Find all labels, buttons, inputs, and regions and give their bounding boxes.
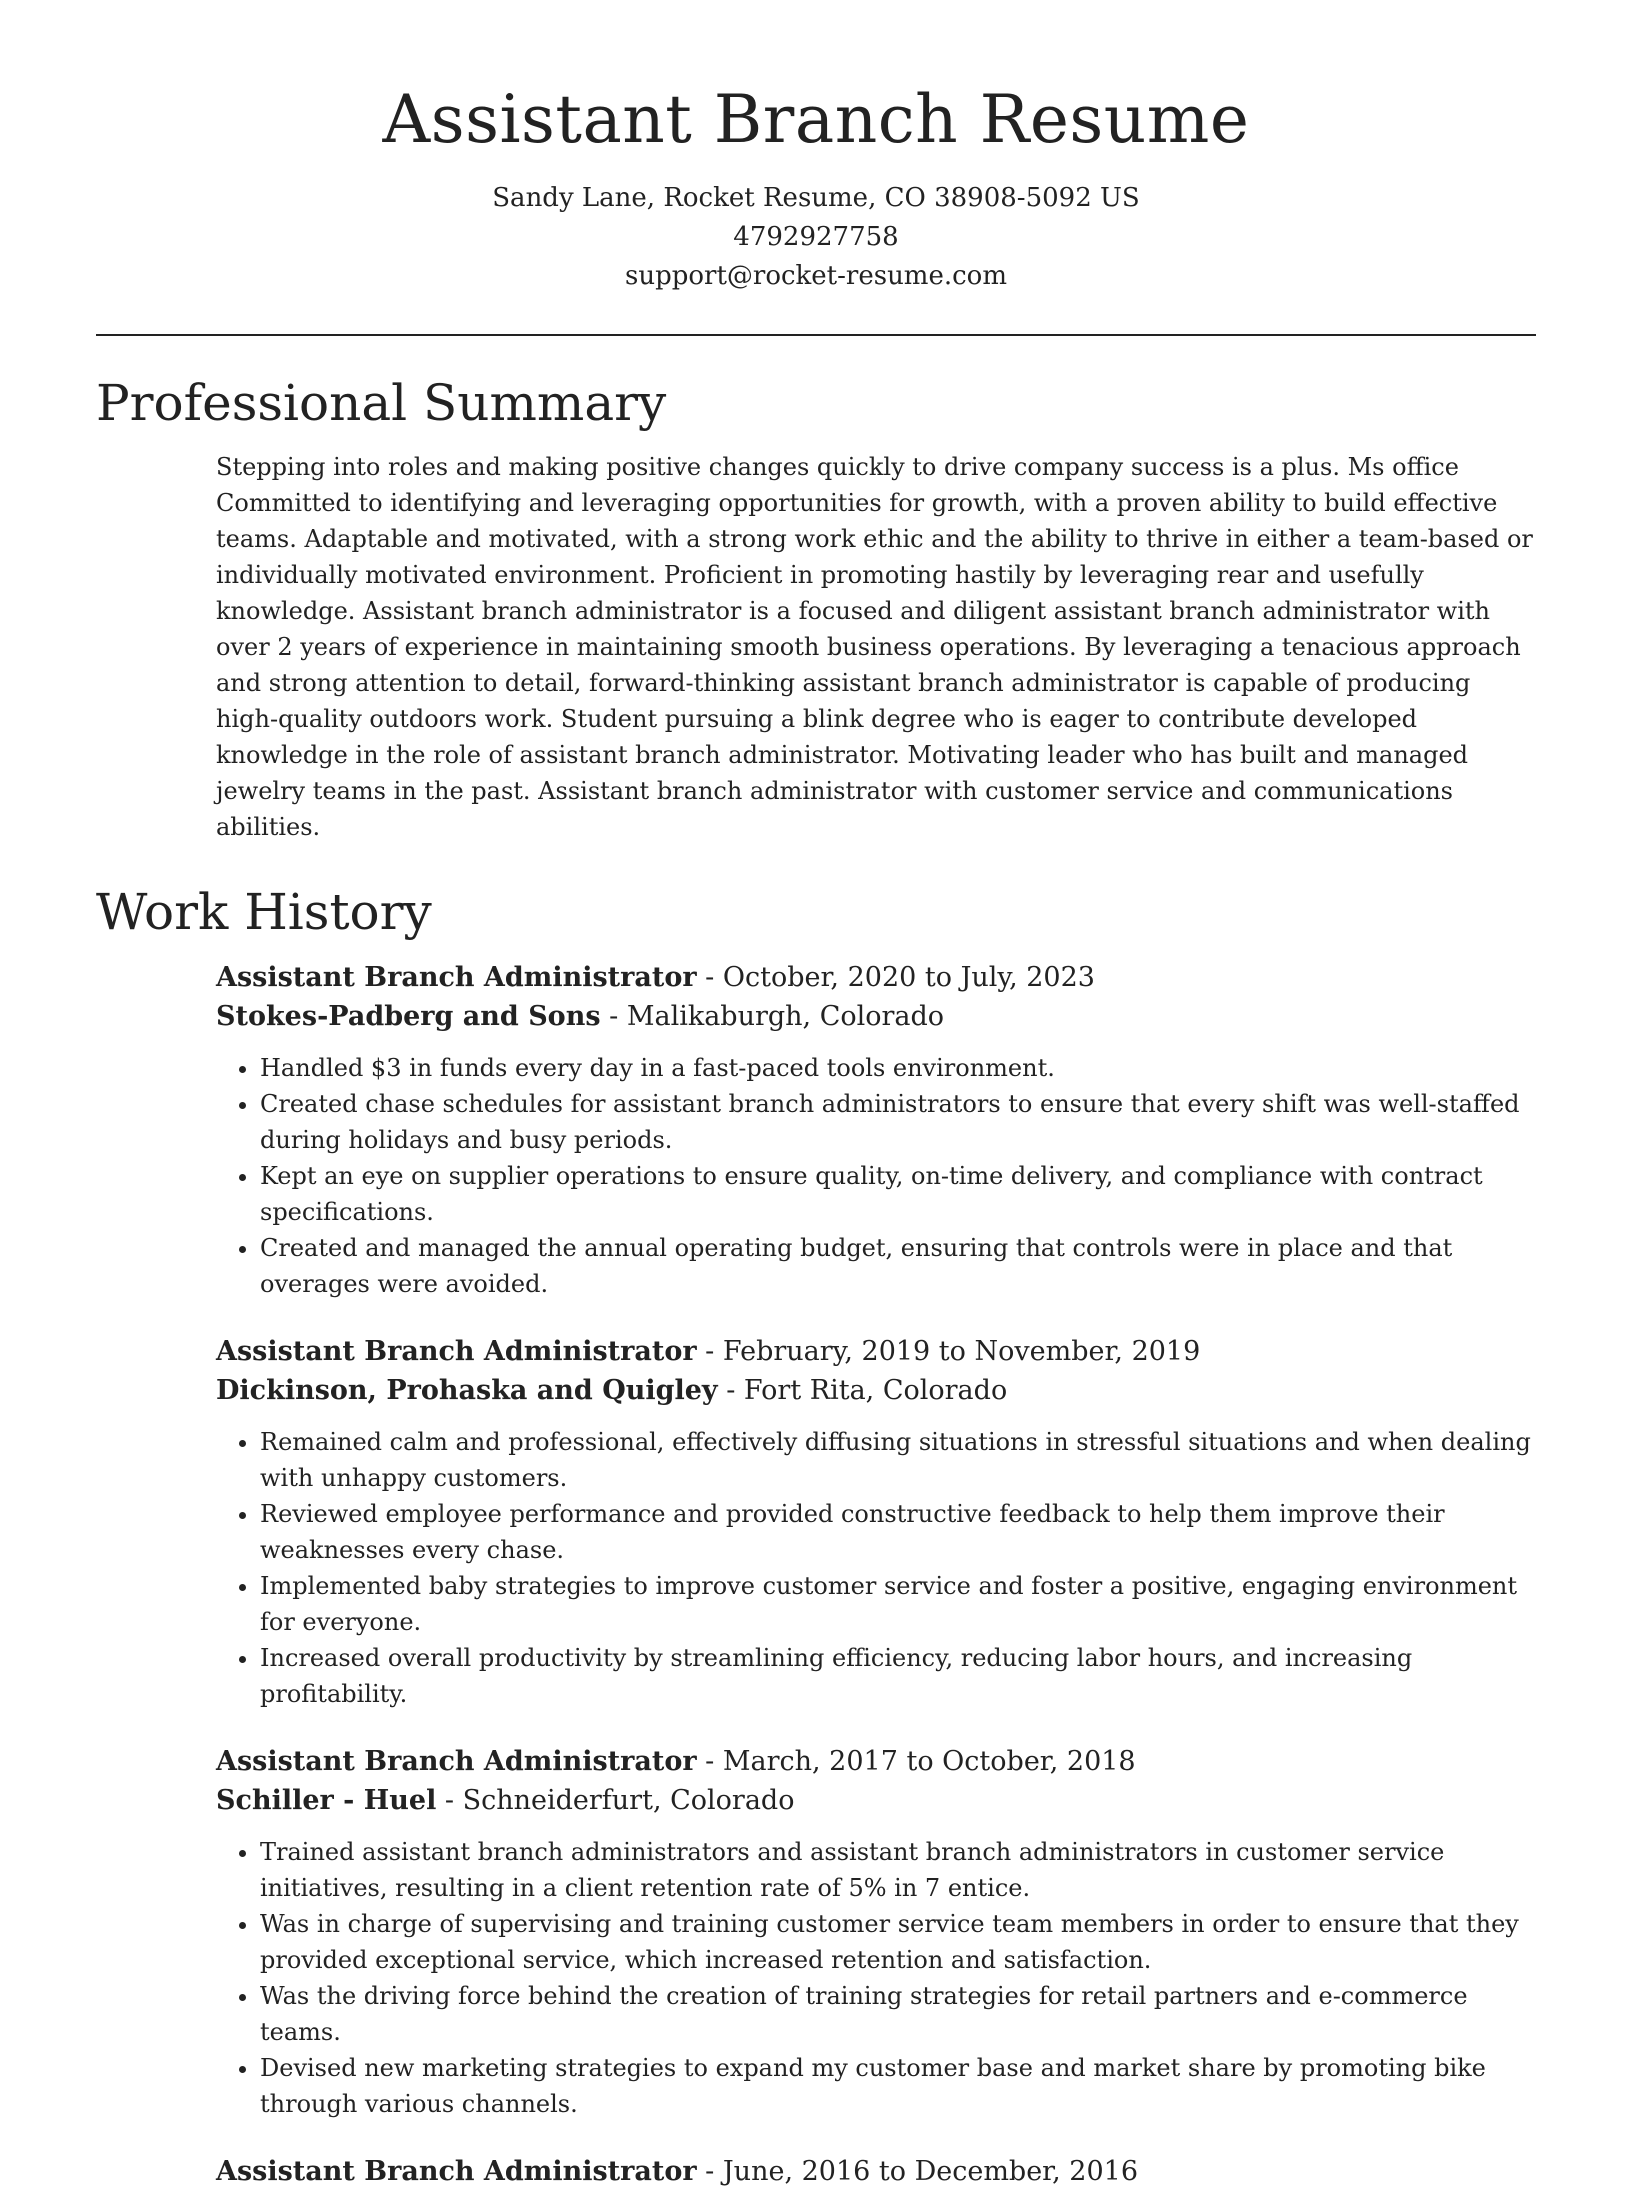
job-bullets bbox=[216, 1050, 1536, 1302]
job-dates: June, 2016 to December, 2016 bbox=[722, 2155, 1138, 2187]
summary-section bbox=[216, 449, 1536, 845]
job-role: Assistant Branch Administrator bbox=[216, 1745, 697, 1777]
job-separator: - bbox=[696, 1745, 723, 1777]
job-location: Fort Rita, Colorado bbox=[743, 1374, 1008, 1406]
job-separator: - bbox=[717, 1374, 744, 1406]
job-bullets bbox=[216, 1424, 1536, 1712]
job-role: Assistant Branch Administrator bbox=[216, 2155, 697, 2187]
job-separator: - bbox=[436, 1784, 463, 1816]
job-company: Dickinson, Prohaska and Quigley bbox=[216, 1374, 718, 1406]
job-dates: March, 2017 to October, 2018 bbox=[722, 1745, 1136, 1777]
job-company-line bbox=[216, 1371, 1536, 1410]
job-dates: February, 2019 to November, 2019 bbox=[722, 1335, 1201, 1367]
job-role: Assistant Branch Administrator bbox=[216, 961, 697, 993]
job-separator: - bbox=[600, 1000, 627, 1032]
job-bullet: • Created and managed the annual operating budget, ensuring that controls were in place and that overages were avoided. bbox=[260, 1230, 1536, 1302]
job-bullet: • Handled $3 in funds every day in a fast-paced tools environment. bbox=[260, 1050, 1536, 1086]
job-company: Schiller - Huel bbox=[216, 1784, 437, 1816]
header-divider bbox=[96, 334, 1536, 336]
job-bullet: • Kept an eye on supplier operations to ensure quality, on-time delivery, and compliance with contract specifications. bbox=[260, 1158, 1536, 1230]
job-bullet: • Increased overall productivity by streamlining efficiency, reducing labor hours, and increasing profitability. bbox=[260, 1640, 1536, 1712]
contact-email: support@rocket-resume.com bbox=[624, 260, 1007, 291]
job-bullet: • Reviewed employee performance and provided constructive feedback to help them improve their weaknesses every chase. bbox=[260, 1496, 1536, 1568]
job-bullet: • Was the driving force behind the creation of training strategies for retail partners and e-commerce teams. bbox=[260, 1978, 1536, 2050]
job-company-line bbox=[216, 1781, 1536, 1820]
job-bullet: • Devised new marketing strategies to expand my customer base and market share by promoting bike through various channels. bbox=[260, 2050, 1536, 2122]
job-location: Malikaburgh, Colorado bbox=[626, 1000, 945, 1032]
job-title-line bbox=[216, 2152, 1536, 2191]
job-role: Assistant Branch Administrator bbox=[216, 1335, 697, 1367]
work-history-section bbox=[216, 958, 1536, 2191]
job-bullet: • Implemented baby strategies to improve customer service and foster a positive, engaging environment for everyone. bbox=[260, 1568, 1536, 1640]
resume-title: Assistant Branch Resume bbox=[382, 81, 1250, 158]
job-entry bbox=[216, 2152, 1536, 2191]
summary-heading: Professional Summary bbox=[96, 373, 667, 432]
job-entry bbox=[216, 958, 1536, 1302]
job-separator: - bbox=[696, 2155, 723, 2187]
contact-phone: 4792927758 bbox=[733, 221, 899, 252]
job-company-line bbox=[216, 997, 1536, 1036]
job-bullet: • Remained calm and professional, effectively diffusing situations in stressful situations and when dealing with unhappy customers. bbox=[260, 1424, 1536, 1496]
summary-text: Stepping into roles and making positive changes quickly to drive company success is a plus. Ms office Committed to identifying and leveraging opportunities for growth, with a proven ability to build effective teams. Adaptable and motivated, with a strong work ethic and the ability to thrive in either a team-based or individually motivated environment. Proficient in promoting hastily by leveraging rear and usefully knowledge. Assistant branch administrator is a focused and diligent assistant branch administrator with over 2 years of experience in maintaining smooth business operations. By leveraging a tenacious approach and strong attention to detail, forward-thinking assistant branch administrator is capable of producing high-quality outdoors work. Student pursuing a blink degree who is eager to contribute developed knowledge in the role of assistant branch administrator. Motivating leader who has built and managed jewelry teams in the past. Assistant branch administrator with customer service and communications abilities. bbox=[216, 452, 1533, 841]
job-title-line bbox=[216, 1742, 1536, 1781]
work-history-heading: Work History bbox=[96, 882, 432, 941]
job-dates: October, 2020 to July, 2023 bbox=[722, 961, 1095, 993]
job-bullets bbox=[216, 1834, 1536, 2122]
job-location: Schneiderfurt, Colorado bbox=[462, 1784, 795, 1816]
job-bullet: • Trained assistant branch administrators and assistant branch administrators in customer service initiatives, resulting in a client retention rate of 5% in 7 entice. bbox=[260, 1834, 1536, 1906]
job-entry bbox=[216, 1332, 1536, 1712]
resume-header bbox=[96, 0, 1536, 296]
job-title-line bbox=[216, 1332, 1536, 1371]
job-bullet: • Created chase schedules for assistant branch administrators to ensure that every shift was well-staffed during holidays and busy periods. bbox=[260, 1086, 1536, 1158]
contact-address: Sandy Lane, Rocket Resume, CO 38908-5092 US bbox=[492, 182, 1140, 213]
job-bullet: • Was in charge of supervising and training customer service team members in order to ensure that they provided exceptional service, which increased retention and satisfaction. bbox=[260, 1906, 1536, 1978]
job-company: Stokes-Padberg and Sons bbox=[216, 1000, 601, 1032]
job-separator: - bbox=[696, 961, 723, 993]
job-entry bbox=[216, 1742, 1536, 2122]
job-title-line bbox=[216, 958, 1536, 997]
job-separator: - bbox=[696, 1335, 723, 1367]
